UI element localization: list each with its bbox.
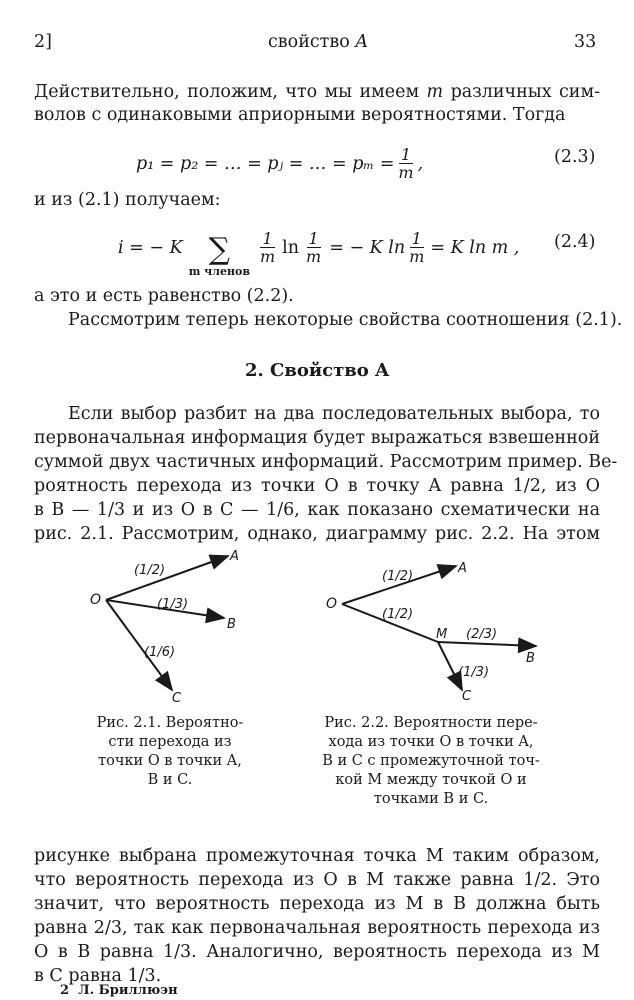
- prob-label-c: (1/3): [458, 665, 490, 680]
- sum-operator: ∑ m членов: [188, 232, 250, 278]
- equation-number-2-3: (2.3): [554, 147, 596, 167]
- paragraph-2-line: суммой двух частичных информаций. Рассмотрим пример. Ве-: [34, 452, 618, 472]
- intro-line-1: Действительно, положим, что мы имеем m различных сим-: [34, 82, 600, 102]
- paragraph-2-line: роятность перехода из точки O в точку A равна 1/2, из O: [34, 476, 600, 496]
- figure-2-2: [320, 548, 550, 708]
- fraction: $\frac{1}{m}$: [306, 229, 322, 266]
- signature-mark: 2 Л. Бриллюэн: [60, 983, 178, 998]
- paragraph-2-line: первоначальная информация будет выражаться взвешенной: [34, 428, 600, 448]
- label-a: A: [230, 549, 239, 564]
- prob-label-a: (1/2): [134, 563, 166, 578]
- label-c: C: [172, 691, 182, 706]
- prob-label-b: (2/3): [466, 627, 498, 642]
- paragraph-3-line: значит, что вероятность перехода из M в B должна быть: [34, 894, 600, 914]
- equation-number-2-4: (2.4): [554, 232, 596, 252]
- section-heading: 2. Свойство A: [244, 360, 390, 381]
- figure-2-2-caption: Рис. 2.2. Вероятности пере- хода из точки O в точки A, B и C с промежуточной точ- кой M между точкой O и точками B и C.: [322, 715, 540, 807]
- prob-label-a: (1/2): [382, 569, 414, 584]
- after-line-2: Рассмотрим теперь некоторые свойства соотношения (2.1).: [68, 310, 623, 330]
- paragraph-2-line: рис. 2.1. Рассмотрим, однако, диаграмму рис. 2.2. На этом: [34, 524, 600, 544]
- label-o: O: [90, 592, 102, 608]
- prob-label-m: (1/2): [382, 607, 414, 622]
- section-marker: 2]: [34, 32, 52, 52]
- label-a: A: [458, 561, 467, 576]
- paragraph-3-line: рисунке выбрана промежуточная точка M таким образом,: [34, 846, 600, 866]
- fraction: $\frac{1}{m}$: [260, 229, 276, 266]
- fraction: $\frac{1}{m}$: [409, 229, 425, 266]
- running-title: свойство A: [268, 32, 368, 52]
- paragraph-2-line: в B — 1/3 и из O в C — 1/6, как показано схематически на: [34, 500, 600, 520]
- label-m: M: [436, 627, 448, 642]
- page-number: 33: [574, 32, 597, 52]
- figure-2-1: [84, 542, 254, 712]
- arrow-m-b: [438, 642, 536, 646]
- paragraph-3-line: в C равна 1/3.: [34, 966, 162, 986]
- equation-2-4: i = − K ∑ m членов $\frac{1}{m}$ ln $\frac{1}{m}$ = − K ln $\frac{1}{m}$ = K ln m ,: [118, 229, 520, 278]
- text-between-equations: и из (2.1) получаем:: [34, 190, 221, 210]
- label-b: B: [526, 651, 535, 666]
- paragraph-2-line: Если выбор разбит на два последовательных выбора, то: [68, 404, 600, 424]
- fraction: $\frac{1}{m}$: [398, 145, 414, 182]
- prob-label-b: (1/3): [157, 597, 189, 612]
- arrow-o-a: [106, 556, 228, 600]
- intro-line-2: волов с одинаковыми априорными вероятностями. Тогда: [34, 105, 566, 125]
- paragraph-3-line: что вероятность перехода из O в M также равна 1/2. Это: [34, 870, 600, 890]
- paragraph-3-line: равна 2/3, так как первоначальная вероятность перехода из: [34, 918, 600, 938]
- prob-label-c: (1/6): [144, 645, 176, 660]
- after-line-1: а это и есть равенство (2.2).: [34, 286, 294, 306]
- label-o: O: [326, 596, 338, 612]
- figure-2-1-caption: Рис. 2.1. Вероятно- сти перехода из точки O в точки A, B и C.: [96, 715, 244, 788]
- equation-2-3: p₁ = p₂ = … = pⱼ = … = pₘ = $\frac{1}{m}$ ,: [136, 145, 424, 182]
- paragraph-3-line: O в B равна 1/3. Аналогично, вероятность перехода из M: [34, 942, 600, 962]
- label-b: B: [227, 617, 236, 632]
- label-c: C: [462, 689, 472, 704]
